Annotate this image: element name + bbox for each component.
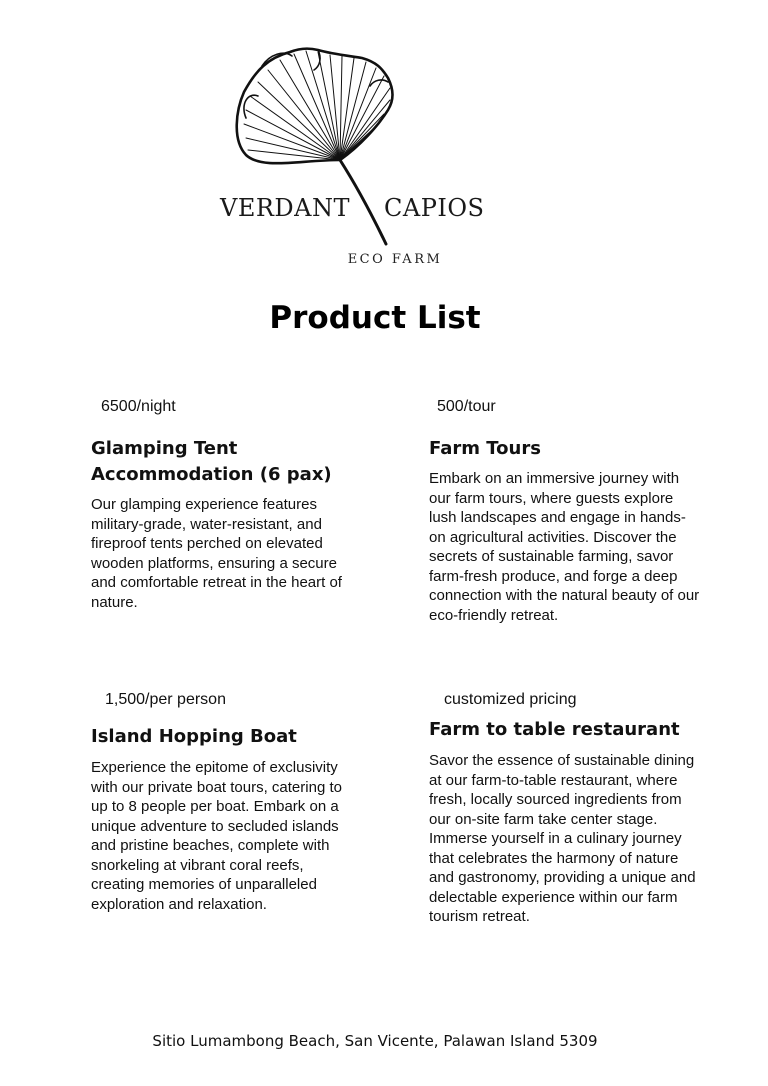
product-description: Embark on an immersive journey with our farm tours, where guests explore lush landscapes and engage in hands-on agricultural activities. Discover the secrets of sustainable farming, savor farm-fresh produce, and forge a deep connection with the natural beauty of our eco-friendly retreat. <box>429 470 700 624</box>
product-name: Glamping Tent Accommodation (6 pax) <box>91 438 332 485</box>
product-price: 500/tour <box>437 398 496 415</box>
product-name: Island Hopping Boat <box>91 726 297 747</box>
brand-name-left: VERDANT <box>220 194 351 222</box>
product-price: customized pricing <box>444 691 577 708</box>
brand-tagline: ECO FARM <box>347 252 443 267</box>
product-description: Savor the essence of sustainable dining at our farm-to-table restaurant, where fresh, locally sourced ingredients from our on-site farm take center stage. Immerse yourself in a culinary journey that celebrates the harmony of nature and gastronomy, providing a unique and delectable experience within our farm tourism retreat. <box>429 752 696 925</box>
product-name: Farm Tours <box>429 438 541 459</box>
product-description: Experience the epitome of exclusivity with our private boat tours, catering to up to 8 people per boat. Embark on a unique adventure to secluded islands and pristine beaches, complete with snorkeling at vibrant coral reefs, creating memories of unparalleled exploration and relaxation. <box>91 759 342 913</box>
product-price: 6500/night <box>101 398 176 415</box>
product-price: 1,500/per person <box>105 691 226 708</box>
product-name: Farm to table restaurant <box>429 719 680 740</box>
ginkgo-leaf-icon <box>0 0 768 290</box>
brand-name-right: CAPIOS <box>384 194 485 222</box>
page-title: Product List <box>269 300 481 336</box>
product-description: Our glamping experience features military-grade, water-resistant, and fireproof tents perched on elevated wooden platforms, ensuring a secure and comfortable retreat in the heart of nature. <box>91 496 342 611</box>
footer-address: Sitio Lumambong Beach, San Vicente, Palawan Island 5309 <box>152 1032 598 1050</box>
